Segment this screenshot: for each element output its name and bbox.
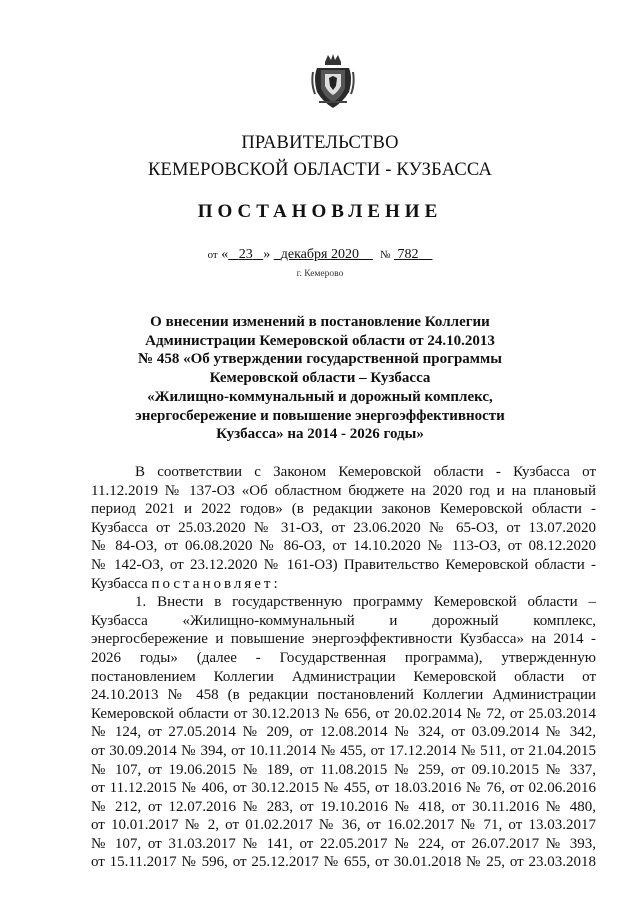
body-line: № 212, от 12.07.2016 № 283, от 19.10.2016 № 418, от 30.11.2016 № 480,: [91, 798, 596, 815]
subject-line: Администрации Кемеровской области от 24.10.2013: [145, 332, 495, 349]
body-line: от 30.09.2014 № 394, от 10.11.2014 № 455, от 17.12.2014 № 511, от 21.04.2015: [91, 742, 596, 759]
body-line: № 142-ОЗ, от 23.12.2020 № 161-ОЗ) Правительство Кемеровской области -: [91, 556, 596, 573]
subject-line: энергосбережение и повышение энергоэффективности: [135, 407, 505, 424]
document-date-number: [0, 247, 640, 263]
body-line: от 10.01.2017 № 2, от 01.02.2017 № 36, от 16.02.2017 № 71, от 13.03.2017: [91, 817, 596, 834]
date-close-quote: »: [263, 247, 271, 262]
document-number: 782: [397, 247, 419, 262]
date-month-year: декабря 2020: [280, 247, 359, 262]
body-line: № 124, от 27.05.2014 № 209, от 12.08.2014 № 324, от 03.09.2014 № 342,: [91, 724, 596, 741]
body-line: период 2021 и 2022 годов» (в редакции законов Кемеровской области -: [91, 501, 596, 518]
body-line: Кузбасса постановляет:: [91, 575, 281, 592]
body-line: энергосбережение и повышение энергоэффективности Кузбасса» на 2014 -: [91, 631, 596, 648]
region-title: КЕМЕРОВСКОЙ ОБЛАСТИ - КУЗБАССА: [147, 160, 493, 180]
date-day: 23: [238, 247, 253, 262]
body-line: 11.12.2019 № 137-ОЗ «Об областном бюджете на 2020 год и на плановый: [91, 482, 596, 499]
number-sign: №: [379, 249, 391, 261]
body-line: Кемеровской области от 30.12.2013 № 656, от 20.02.2014 № 72, от 25.03.2014: [91, 705, 596, 722]
body-line: 2026 годы» (далее - Государственная программа), утвержденную: [91, 649, 596, 666]
body-line: 24.10.2013 № 458 (в редакции постановлений Коллегии Администрации: [91, 687, 596, 704]
body-line: от 11.12.2015 № 406, от 30.12.2015 № 455, от 18.03.2016 № 76, от 02.06.2016: [91, 780, 596, 797]
body-line: № 107, от 31.03.2017 № 141, от 22.05.2017 № 224, от 26.07.2017 № 393,: [91, 835, 596, 852]
body-line: Кузбасса «Жилищно-коммунальный и дорожный комплекс,: [91, 612, 596, 629]
date-prefix: от: [207, 249, 218, 261]
body-line: Кузбасса от 25.03.2020 № 31-ОЗ, от 23.06.2020 № 65-ОЗ, от 13.07.2020: [91, 519, 596, 536]
subject-line: Кемеровской области – Кузбасса: [209, 370, 431, 387]
body-line: № 84-ОЗ, от 06.08.2020 № 86-ОЗ, от 14.10.2020 № 113-ОЗ, от 08.12.2020: [91, 538, 596, 555]
coat-of-arms-icon: [311, 52, 355, 110]
city: г. Кемерово: [296, 269, 344, 279]
subject-line: О внесении изменений в постановление Коллегии: [150, 314, 490, 330]
body-line: № 107, от 19.06.2015 № 189, от 11.08.2015 № 259, от 09.10.2015 № 337,: [91, 761, 596, 778]
resolves-word: постановляет:: [151, 575, 281, 592]
body-line: постановлением Коллегии Администрации Кемеровской области от: [91, 668, 596, 685]
body-line: В соответствии с Законом Кемеровской области - Кузбасса от: [135, 464, 596, 480]
document-body: [91, 463, 596, 872]
subject-line: Кузбасса» на 2014 - 2026 годы»: [216, 426, 424, 443]
subject-line: «Жилищно-коммунальный и дорожный комплекс,: [147, 388, 493, 405]
document-subject: [120, 313, 520, 444]
body-line: 1. Внести в государственную программу Кемеровской области –: [135, 594, 596, 611]
subject-line: № 458 «Об утверждении государственной программы: [138, 351, 502, 368]
body-line: от 15.11.2017 № 596, от 25.12.2017 № 655, от 30.01.2018 № 25, от 23.03.2018: [91, 854, 596, 871]
date-open-quote: «: [221, 247, 229, 262]
document-type: ПОСТАНОВЛЕНИЕ: [197, 201, 443, 222]
government-title: ПРАВИТЕЛЬСТВО: [241, 133, 399, 153]
